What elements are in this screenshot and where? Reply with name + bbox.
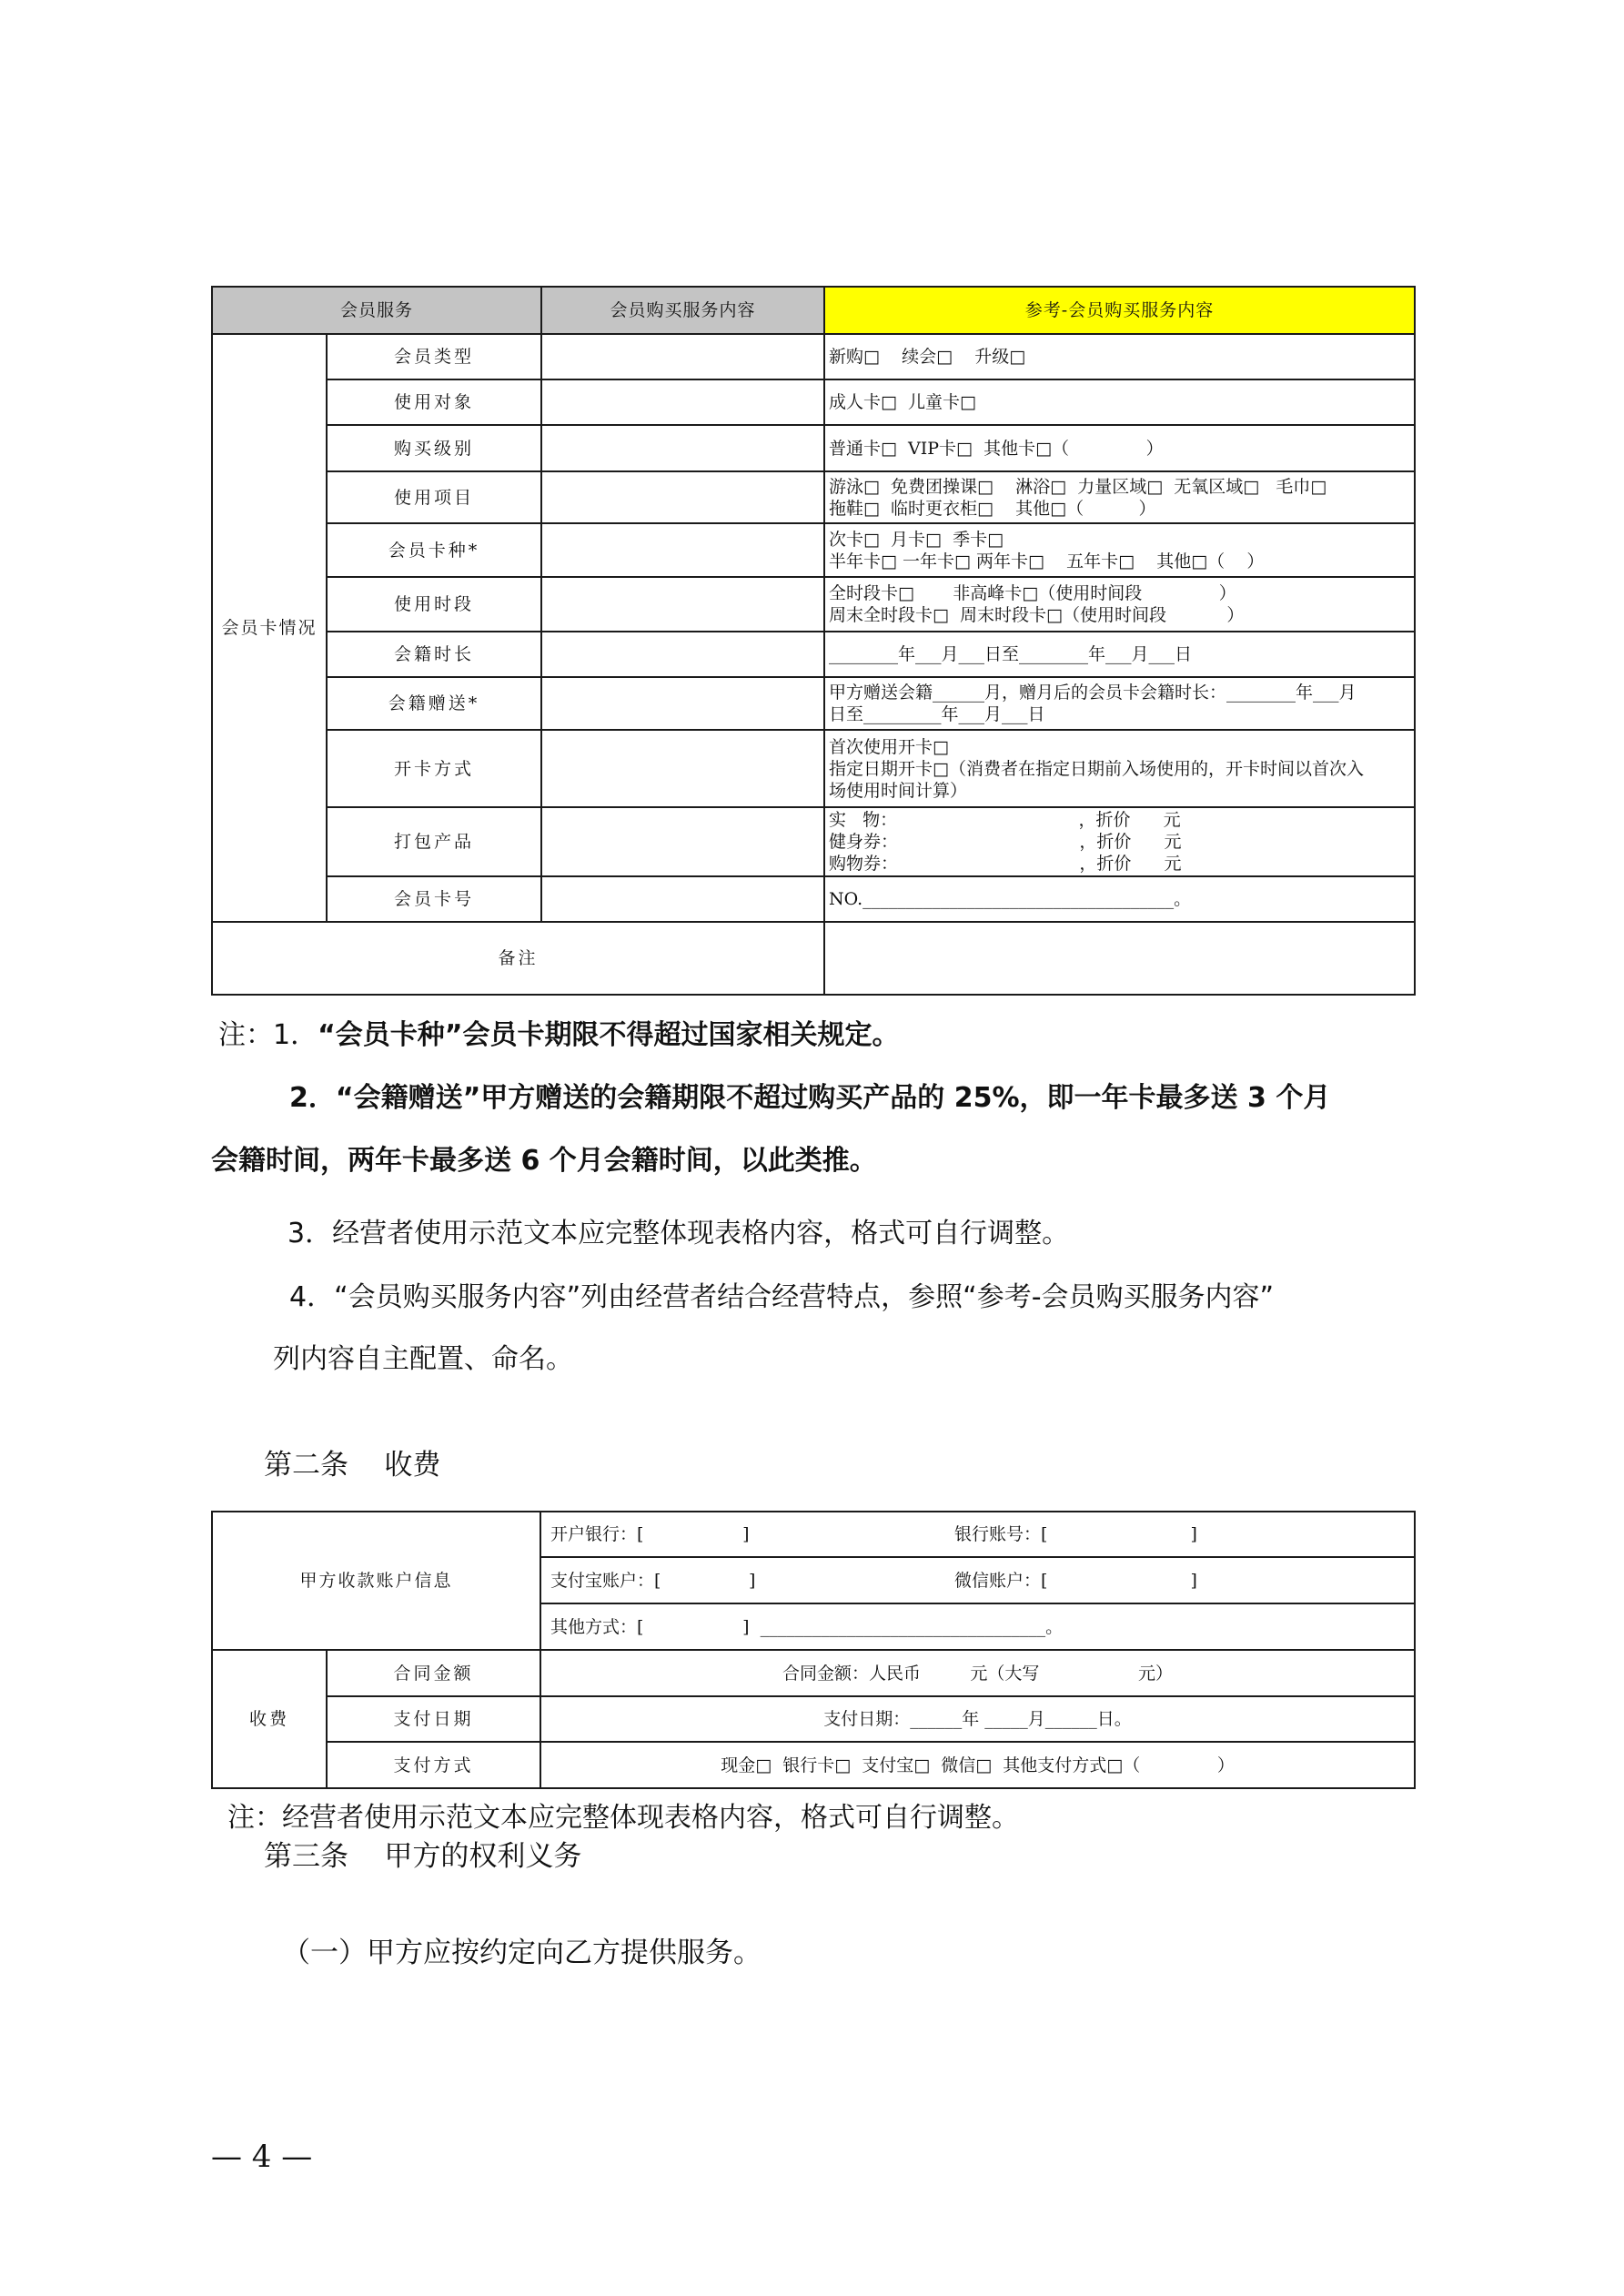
reference-cell: 首次使用开卡□ 指定日期开卡□（消费者在指定日期前入场使用的，开卡时间以首次入 场使用时间计算） — [824, 730, 1415, 807]
purchased-content-cell[interactable] — [541, 379, 824, 425]
reference-cell: NO.____________________________________。 — [824, 876, 1415, 922]
header-purchased-content: 会员购买服务内容 — [541, 287, 824, 334]
remarks-label: 备注 — [212, 922, 824, 995]
payment-method-field[interactable]: 现金□ 银行卡□ 支付宝□ 微信□ 其他支付方式□（ ） — [540, 1742, 1415, 1788]
note-2-line-2: 会籍时间，两年卡最多送 6 个月会籍时间，以此类推。 — [211, 1145, 877, 1177]
reference-cell: 新购□ 续会□ 升级□ — [824, 334, 1415, 379]
payment-date-field[interactable]: 支付日期：______年 _____月______日。 — [540, 1696, 1415, 1742]
fee-row-label: 支付日期 — [327, 1696, 540, 1742]
other-method-field[interactable]: 其他方式：[ ] _________________________________。 — [550, 1616, 1064, 1637]
note-2-line-1: 2．“会籍赠送”甲方赠送的会籍期限不超过购买产品的 25%，即一年卡最多送 3 个月 — [289, 1082, 1331, 1114]
membership-service-table — [211, 286, 1416, 996]
account-info-label: 甲方收款账户信息 — [212, 1512, 540, 1650]
article-3-item-1: （一）甲方应按约定向乙方提供服务。 — [282, 1937, 762, 1969]
purchased-content-cell[interactable] — [541, 425, 824, 471]
fee-table — [211, 1511, 1416, 1789]
row-label: 购买级别 — [327, 425, 541, 471]
purchased-content-cell[interactable] — [541, 677, 824, 730]
group-label-card-info: 会员卡情况 — [212, 334, 327, 922]
reference-cell: 普通卡□ VIP卡□ 其他卡□（ ） — [824, 425, 1415, 471]
purchased-content-cell[interactable] — [541, 577, 824, 632]
reference-cell: 全时段卡□ 非高峰卡□（使用时间段 ） 周末全时段卡□ 周末时段卡□（使用时间段 ） — [824, 577, 1415, 632]
row-label: 会员卡种* — [327, 523, 541, 577]
page-number: — 4 — — [211, 2139, 313, 2175]
reference-cell: 甲方赠送会籍______月，赠月后的会员卡会籍时长：________年___月 日至_________年___月___日 — [824, 677, 1415, 730]
purchased-content-cell[interactable] — [541, 523, 824, 577]
reference-cell: 实 物： ，折价 元 健身券： ，折价 元 购物券： ，折价 元 — [824, 807, 1415, 876]
row-label: 打包产品 — [327, 807, 541, 876]
header-reference-content: 参考-会员购买服务内容 — [824, 287, 1415, 334]
row-label: 使用时段 — [327, 577, 541, 632]
remarks-cell[interactable] — [824, 922, 1415, 995]
fee-label: 收费 — [212, 1650, 327, 1788]
row-label: 会籍时长 — [327, 632, 541, 677]
purchased-content-cell[interactable] — [541, 807, 824, 876]
wechat-account-field[interactable]: 微信账户：[ ] — [954, 1570, 1197, 1591]
reference-cell: 次卡□ 月卡□ 季卡□ 半年卡□ 一年卡□ 两年卡□ 五年卡□ 其他□（ ） — [824, 523, 1415, 577]
row-label: 会籍赠送* — [327, 677, 541, 730]
note-3: 3．经营者使用示范文本应完整体现表格内容，格式可自行调整。 — [287, 1218, 1070, 1249]
article-2-heading: 第二条 收费 — [264, 1449, 441, 1482]
header-membership-service: 会员服务 — [212, 287, 541, 334]
contract-amount-field[interactable]: 合同金额：人民币 元（大写 元） — [540, 1650, 1415, 1696]
row-label: 开卡方式 — [327, 730, 541, 807]
fee-row-label: 支付方式 — [327, 1742, 540, 1788]
note-1-prefix: 注：1． — [218, 1019, 318, 1051]
bank-account-field[interactable]: 银行账号：[ ] — [954, 1524, 1197, 1544]
note-1 — [218, 1017, 900, 1054]
row-label: 会员卡号 — [327, 876, 541, 922]
article-3-heading: 第三条 甲方的权利义务 — [264, 1840, 582, 1873]
note-1-text: “会员卡种”会员卡期限不得超过国家相关规定。 — [318, 1019, 900, 1051]
note-4-line-2: 列内容自主配置、命名。 — [273, 1343, 573, 1375]
reference-cell: ________年___月___日至________年___月___日 — [824, 632, 1415, 677]
reference-cell: 成人卡□ 儿童卡□ — [824, 379, 1415, 425]
note-table-2: 注：经营者使用示范文本应完整体现表格内容，格式可自行调整。 — [227, 1802, 1019, 1834]
bank-name-field[interactable]: 开户银行：[ ] — [550, 1524, 750, 1544]
purchased-content-cell[interactable] — [541, 471, 824, 523]
account-row — [540, 1557, 1415, 1603]
row-label: 使用对象 — [327, 379, 541, 425]
purchased-content-cell[interactable] — [541, 730, 824, 807]
purchased-content-cell[interactable] — [541, 876, 824, 922]
account-row — [540, 1603, 1415, 1650]
row-label: 使用项目 — [327, 471, 541, 523]
row-label: 会员类型 — [327, 334, 541, 379]
reference-cell: 游泳□ 免费团操课□ 淋浴□ 力量区域□ 无氧区域□ 毛巾□ 拖鞋□ 临时更衣柜□ 其他□（ ） — [824, 471, 1415, 523]
account-row — [540, 1512, 1415, 1557]
alipay-account-field[interactable]: 支付宝账户：[ ] — [550, 1570, 756, 1591]
purchased-content-cell[interactable] — [541, 632, 824, 677]
note-4-line-1: 4．“会员购买服务内容”列由经营者结合经营特点，参照“参考-会员购买服务内容” — [289, 1281, 1275, 1313]
purchased-content-cell[interactable] — [541, 334, 824, 379]
fee-row-label: 合同金额 — [327, 1650, 540, 1696]
